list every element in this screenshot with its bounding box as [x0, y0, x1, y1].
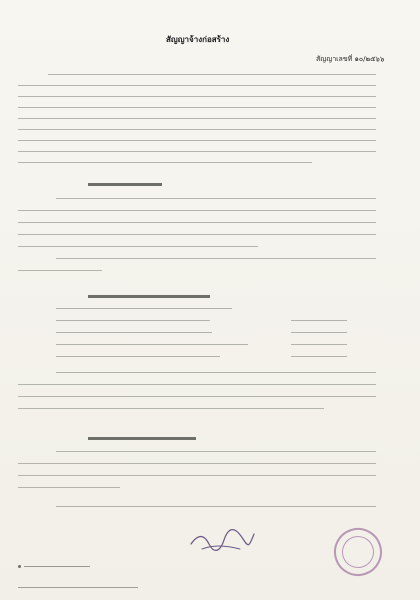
signature: [188, 516, 256, 558]
section-line: [18, 234, 376, 235]
attachment-row: [56, 344, 248, 345]
contract-number: สัญญาเลขที่ ๑๐/๒๕๖๖: [316, 55, 385, 63]
section-line: [18, 246, 258, 247]
attachment-row: [291, 344, 347, 345]
section-line: [18, 222, 376, 223]
section-line: [56, 372, 376, 373]
section-line: [56, 451, 376, 452]
intro-line: [18, 118, 376, 119]
section-line: [18, 487, 120, 488]
section-line: [56, 198, 376, 199]
attachment-row: [56, 356, 220, 357]
footer-mark: [18, 587, 138, 594]
section-heading: [88, 437, 196, 440]
official-stamp: [328, 522, 388, 582]
section-line: [18, 396, 376, 397]
section-line: [18, 384, 376, 385]
footer-line: [24, 566, 90, 567]
intro-line: [48, 74, 376, 75]
section-line: [56, 506, 376, 507]
attachment-row: [56, 320, 210, 321]
intro-line: [18, 85, 376, 86]
document-title: สัญญาจ้างก่อสร้าง: [166, 35, 230, 44]
intro-line: [18, 162, 312, 163]
intro-line: [18, 96, 376, 97]
section-line: [18, 210, 376, 211]
intro-line: [18, 129, 376, 130]
attachment-row: [56, 332, 212, 333]
attachment-row: [291, 320, 347, 321]
section-line: [18, 408, 324, 409]
attachment-row: [291, 332, 347, 333]
section-heading: [88, 295, 210, 298]
attachment-row: [291, 356, 347, 357]
footer-dot: [18, 565, 21, 568]
section-line: [18, 475, 376, 476]
intro-line: [18, 107, 376, 108]
section-line: [56, 308, 232, 309]
intro-line: [18, 151, 376, 152]
intro-line: [18, 140, 376, 141]
section-line: [18, 270, 102, 271]
section-line: [18, 463, 376, 464]
section-heading: [88, 183, 162, 186]
section-line: [56, 258, 376, 259]
